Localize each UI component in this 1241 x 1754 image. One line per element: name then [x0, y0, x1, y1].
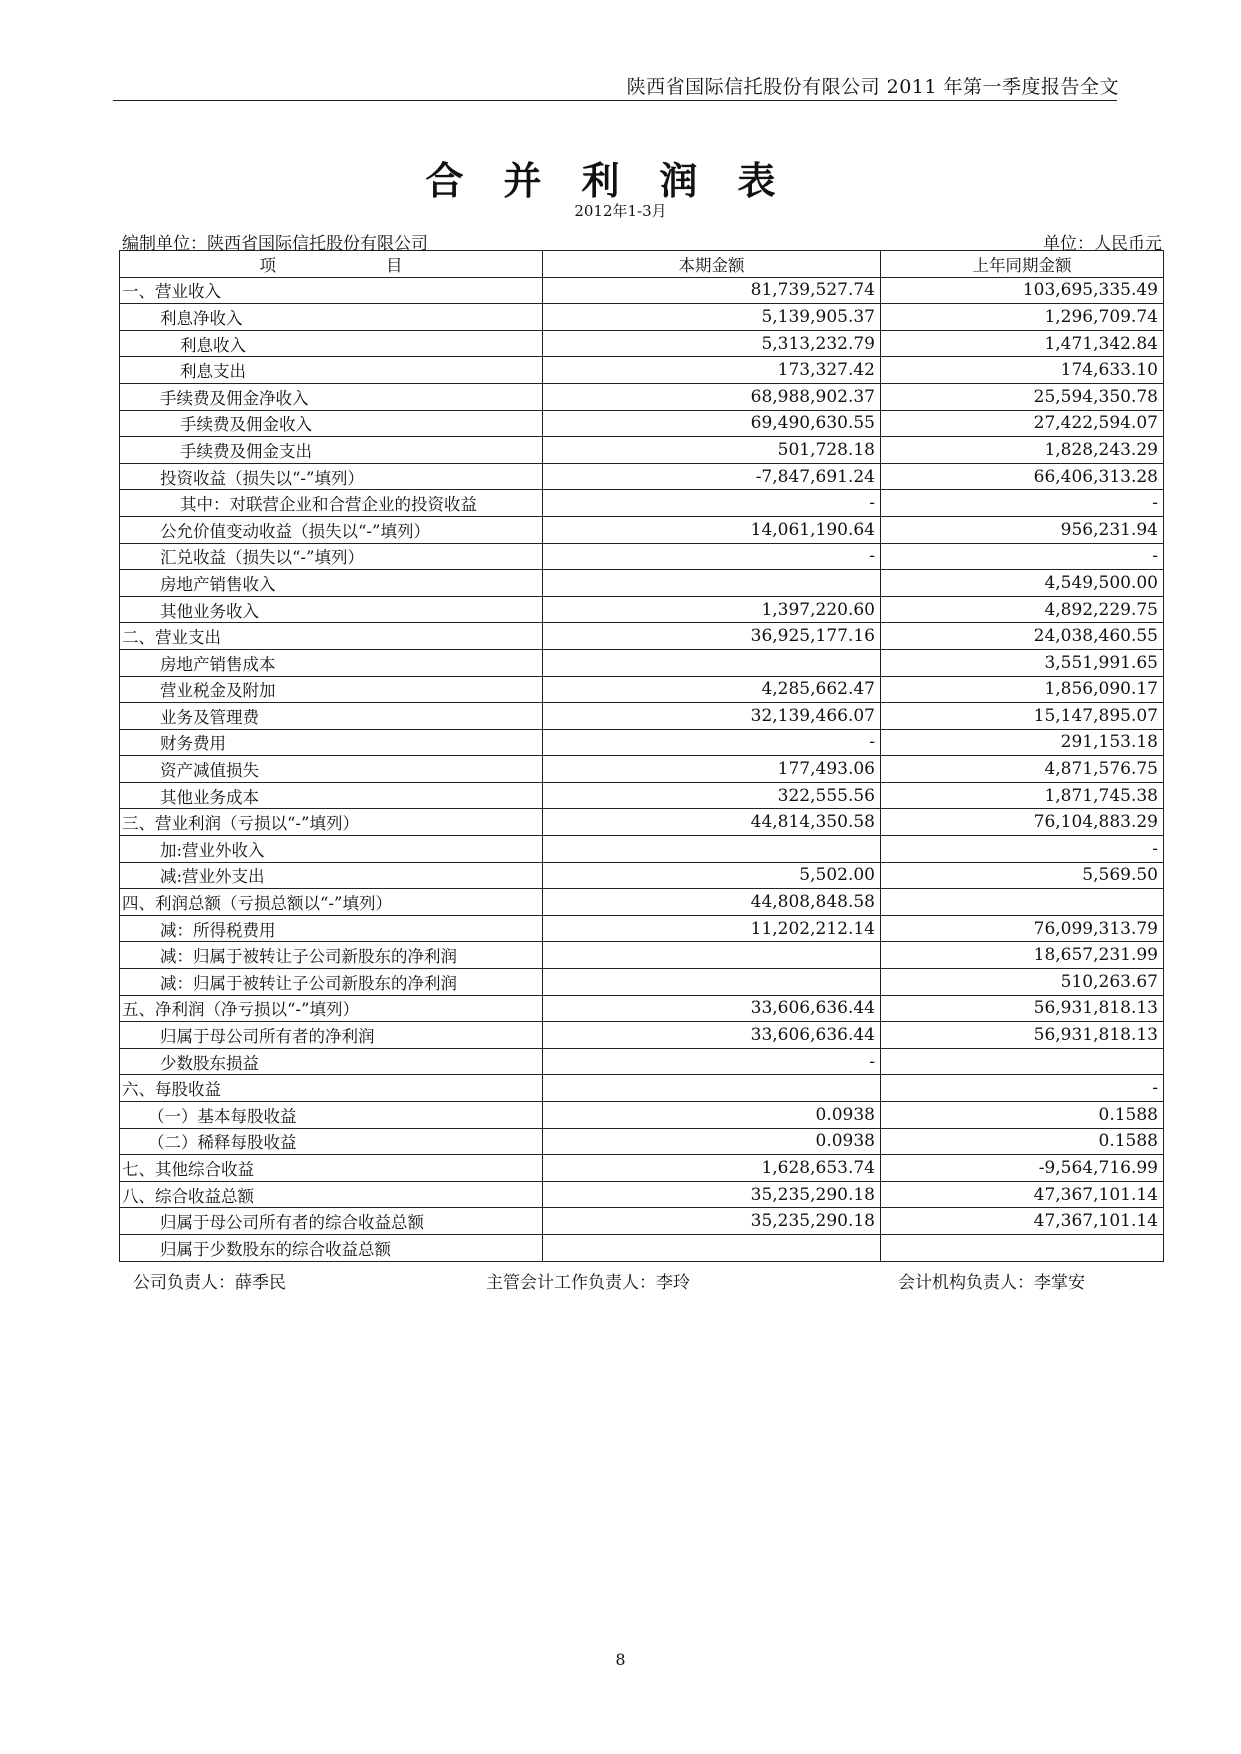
row-label: 归属于母公司所有者的综合收益总额: [120, 1208, 543, 1235]
table-row: [120, 1208, 1164, 1235]
row-label: 房地产销售成本: [120, 649, 543, 676]
prior-amount: 56,931,818.13: [881, 995, 1164, 1022]
current-amount: 33,606,636.44: [543, 1022, 881, 1049]
prior-amount: 0.1588: [881, 1102, 1164, 1129]
current-amount: 11,202,212.14: [543, 915, 881, 942]
table-row: [120, 570, 1164, 597]
current-amount: 0.0938: [543, 1102, 881, 1129]
row-label: 五、净利润（净亏损以“-”填列）: [120, 995, 543, 1022]
row-label: 减：归属于被转让子公司新股东的净利润: [120, 942, 543, 969]
prior-amount: 24,038,460.55: [881, 623, 1164, 650]
prior-amount: 66,406,313.28: [881, 463, 1164, 490]
table-row: [120, 304, 1164, 331]
prior-amount: 4,871,576.75: [881, 756, 1164, 783]
prior-amount: 4,892,229.75: [881, 596, 1164, 623]
table-row: [120, 463, 1164, 490]
current-amount: 0.0938: [543, 1128, 881, 1155]
current-amount: 14,061,190.64: [543, 516, 881, 543]
table-row: [120, 969, 1164, 996]
current-amount: -: [543, 1048, 881, 1075]
row-label: （一）基本每股收益: [120, 1102, 543, 1129]
row-label: 手续费及佣金净收入: [120, 383, 543, 410]
table-row: [120, 330, 1164, 357]
table-row: [120, 836, 1164, 863]
table-row: [120, 596, 1164, 623]
current-amount: -: [543, 543, 881, 570]
prior-amount: -9,564,716.99: [881, 1155, 1164, 1182]
table-row: [120, 862, 1164, 889]
table-row: [120, 357, 1164, 384]
income-statement-table: [119, 250, 1164, 1262]
table-row: [120, 1128, 1164, 1155]
row-label: （二）稀释每股收益: [120, 1128, 543, 1155]
current-amount: [543, 836, 881, 863]
row-label: 利息净收入: [120, 304, 543, 331]
current-amount: [543, 1075, 881, 1102]
header-item-right: 目: [386, 255, 403, 275]
statement-period: 2012年1-3月: [574, 202, 667, 220]
current-amount: 32,139,466.07: [543, 703, 881, 730]
row-label: 减:营业外支出: [120, 862, 543, 889]
prior-amount: -: [881, 836, 1164, 863]
header-current-period: 本期金额: [543, 251, 881, 278]
row-label: 减：所得税费用: [120, 915, 543, 942]
table-row: [120, 889, 1164, 916]
table-row: [120, 277, 1164, 304]
row-label: 二、营业支出: [120, 623, 543, 650]
prior-amount: 27,422,594.07: [881, 410, 1164, 437]
row-label: 资产减值损失: [120, 756, 543, 783]
prior-amount: -: [881, 543, 1164, 570]
prior-amount: 76,104,883.29: [881, 809, 1164, 836]
prior-amount: 25,594,350.78: [881, 383, 1164, 410]
table-row: [120, 995, 1164, 1022]
row-label: 利息收入: [120, 330, 543, 357]
table-row: [120, 490, 1164, 517]
row-label: 三、营业利润（亏损以“-”填列）: [120, 809, 543, 836]
table-row: [120, 1234, 1164, 1261]
prior-amount: 5,569.50: [881, 862, 1164, 889]
row-label: 公允价值变动收益（损失以“-”填列）: [120, 516, 543, 543]
row-label: 七、其他综合收益: [120, 1155, 543, 1182]
row-label: 归属于少数股东的综合收益总额: [120, 1234, 543, 1261]
table-row: [120, 756, 1164, 783]
table-row: [120, 915, 1164, 942]
row-label: 加:营业外收入: [120, 836, 543, 863]
table-row: [120, 516, 1164, 543]
table-row: [120, 383, 1164, 410]
table-row: [120, 676, 1164, 703]
prior-amount: [881, 1234, 1164, 1261]
accounting-dept-head-signature: 会计机构负责人：李掌安: [898, 1273, 1085, 1293]
statement-title: 合并利润表: [425, 159, 816, 203]
row-label: 一、营业收入: [120, 277, 543, 304]
current-amount: -7,847,691.24: [543, 463, 881, 490]
current-amount: [543, 570, 881, 597]
current-amount: 5,313,232.79: [543, 330, 881, 357]
prior-amount: 1,296,709.74: [881, 304, 1164, 331]
prior-amount: 47,367,101.14: [881, 1208, 1164, 1235]
table-row: [120, 410, 1164, 437]
prior-amount: -: [881, 1075, 1164, 1102]
table-row: [120, 437, 1164, 464]
table-row: [120, 1022, 1164, 1049]
current-amount: 33,606,636.44: [543, 995, 881, 1022]
current-amount: 81,739,527.74: [543, 277, 881, 304]
prior-amount: 956,231.94: [881, 516, 1164, 543]
row-label: 投资收益（损失以“-”填列）: [120, 463, 543, 490]
prior-amount: 56,931,818.13: [881, 1022, 1164, 1049]
table-row: [120, 623, 1164, 650]
table-row: [120, 729, 1164, 756]
table-row: [120, 703, 1164, 730]
current-amount: [543, 1234, 881, 1261]
row-label: 八、综合收益总额: [120, 1181, 543, 1208]
header-item-left: 项: [259, 255, 276, 275]
current-amount: 44,808,848.58: [543, 889, 881, 916]
prior-amount: 1,856,090.17: [881, 676, 1164, 703]
current-amount: 501,728.18: [543, 437, 881, 464]
row-label: 其他业务成本: [120, 782, 543, 809]
current-amount: 322,555.56: [543, 782, 881, 809]
prior-amount: 510,263.67: [881, 969, 1164, 996]
row-label: 四、利润总额（亏损总额以“-”填列）: [120, 889, 543, 916]
current-amount: 69,490,630.55: [543, 410, 881, 437]
table-row: [120, 1155, 1164, 1182]
row-label: 其中：对联营企业和合营企业的投资收益: [120, 490, 543, 517]
row-label: 业务及管理费: [120, 703, 543, 730]
row-label: 其他业务收入: [120, 596, 543, 623]
table-row: [120, 1075, 1164, 1102]
row-label: 少数股东损益: [120, 1048, 543, 1075]
current-amount: 5,502.00: [543, 862, 881, 889]
prior-amount: -: [881, 490, 1164, 517]
current-amount: 36,925,177.16: [543, 623, 881, 650]
table-header-row: [120, 251, 1164, 278]
prior-amount: 0.1588: [881, 1128, 1164, 1155]
current-amount: [543, 942, 881, 969]
row-label: 六、每股收益: [120, 1075, 543, 1102]
row-label: 减：归属于被转让子公司新股东的净利润: [120, 969, 543, 996]
header-divider: [113, 100, 1117, 101]
table-row: [120, 942, 1164, 969]
prior-amount: 1,828,243.29: [881, 437, 1164, 464]
currency-unit-label: 单位：人民币元: [1043, 234, 1162, 254]
row-label: 汇兑收益（损失以“-”填列）: [120, 543, 543, 570]
current-amount: 35,235,290.18: [543, 1208, 881, 1235]
prior-amount: 3,551,991.65: [881, 649, 1164, 676]
current-amount: 1,628,653.74: [543, 1155, 881, 1182]
table-row: [120, 1048, 1164, 1075]
prior-amount: [881, 1048, 1164, 1075]
current-amount: -: [543, 729, 881, 756]
prior-amount: 15,147,895.07: [881, 703, 1164, 730]
current-amount: [543, 649, 881, 676]
prior-amount: 18,657,231.99: [881, 942, 1164, 969]
header-item: [120, 251, 543, 278]
current-amount: 173,327.42: [543, 357, 881, 384]
prior-amount: 47,367,101.14: [881, 1181, 1164, 1208]
prior-amount: 1,471,342.84: [881, 330, 1164, 357]
table-row: [120, 1102, 1164, 1129]
current-amount: 1,397,220.60: [543, 596, 881, 623]
current-amount: 68,988,902.37: [543, 383, 881, 410]
accounting-head-signature: 主管会计工作负责人：李玲: [486, 1273, 690, 1293]
row-label: 房地产销售收入: [120, 570, 543, 597]
table-row: [120, 1181, 1164, 1208]
row-label: 财务费用: [120, 729, 543, 756]
current-amount: [543, 969, 881, 996]
prior-amount: [881, 889, 1164, 916]
current-amount: 177,493.06: [543, 756, 881, 783]
table-row: [120, 782, 1164, 809]
prior-amount: 4,549,500.00: [881, 570, 1164, 597]
current-amount: 5,139,905.37: [543, 304, 881, 331]
row-label: 营业税金及附加: [120, 676, 543, 703]
header-prior-period: 上年同期金额: [881, 251, 1164, 278]
row-label: 归属于母公司所有者的净利润: [120, 1022, 543, 1049]
page-number: 8: [615, 1650, 626, 1669]
prior-amount: 291,153.18: [881, 729, 1164, 756]
company-head-signature: 公司负责人：薛季民: [133, 1273, 286, 1293]
table-row: [120, 809, 1164, 836]
current-amount: -: [543, 490, 881, 517]
current-amount: 44,814,350.58: [543, 809, 881, 836]
prior-amount: 174,633.10: [881, 357, 1164, 384]
row-label: 手续费及佣金支出: [120, 437, 543, 464]
preparer-label: 编制单位：陕西省国际信托股份有限公司: [122, 234, 428, 254]
row-label: 手续费及佣金收入: [120, 410, 543, 437]
prior-amount: 103,695,335.49: [881, 277, 1164, 304]
running-header: 陕西省国际信托股份有限公司 2011 年第一季度报告全文: [626, 76, 1119, 98]
table-row: [120, 543, 1164, 570]
table-body: [120, 277, 1164, 1261]
row-label: 利息支出: [120, 357, 543, 384]
table-row: [120, 649, 1164, 676]
current-amount: 4,285,662.47: [543, 676, 881, 703]
current-amount: 35,235,290.18: [543, 1181, 881, 1208]
prior-amount: 1,871,745.38: [881, 782, 1164, 809]
prior-amount: 76,099,313.79: [881, 915, 1164, 942]
